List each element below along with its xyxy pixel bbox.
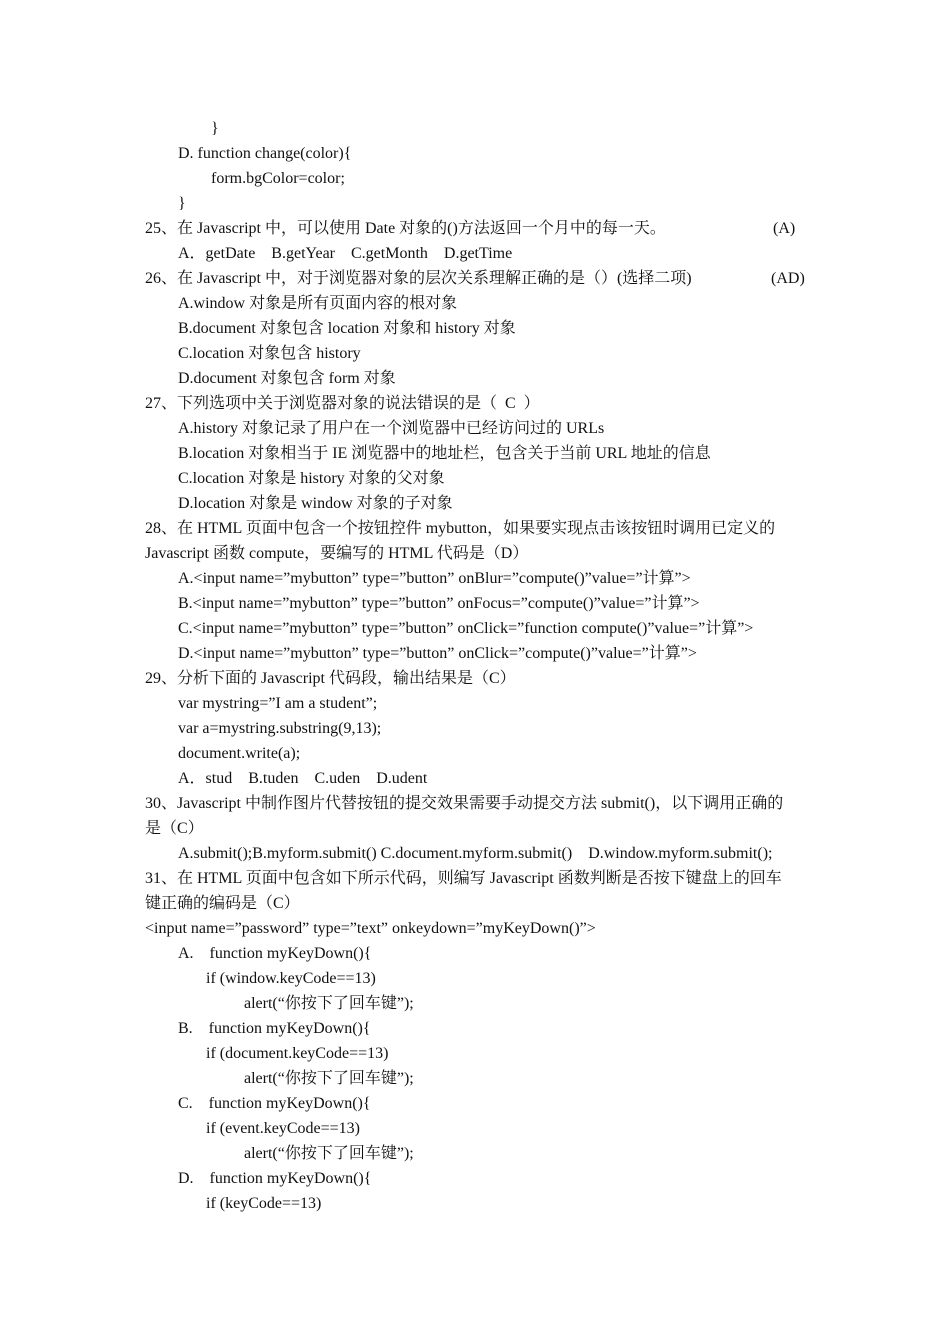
option-line: D.location 对象是 window 对象的子对象 bbox=[178, 495, 453, 512]
options-30: A.submit();B.myform.submit() C.document.myform.submit() D.window.myform.submit(); bbox=[178, 845, 773, 862]
option-line: B. function myKeyDown(){ bbox=[178, 1020, 371, 1037]
code-line: if (event.keyCode==13) bbox=[206, 1120, 360, 1137]
option-line: B.location 对象相当于 IE 浏览器中的地址栏，包含关于当前 URL 地址的信息 bbox=[178, 445, 711, 462]
option-line: B.document 对象包含 location 对象和 history 对象 bbox=[178, 320, 516, 337]
answer-26: (AD) bbox=[771, 270, 805, 287]
answer-25: (A) bbox=[773, 220, 796, 237]
code-line: var a=mystring.substring(9,13); bbox=[178, 720, 382, 737]
code-line: if (window.keyCode==13) bbox=[206, 970, 376, 987]
code-line: alert(“你按下了回车键”); bbox=[244, 1070, 414, 1087]
question-30-cont: 是（C） bbox=[145, 820, 204, 837]
code-line: if (keyCode==13) bbox=[206, 1195, 322, 1212]
option-line: A.<input name=”mybutton” type=”button” onBlur=”compute()”value=”计算”> bbox=[178, 570, 691, 587]
question-28-cont: Javascript 函数 compute，要编写的 HTML 代码是（D） bbox=[145, 545, 529, 562]
code-line: } bbox=[211, 120, 219, 137]
option-line: A.window 对象是所有页面内容的根对象 bbox=[178, 295, 458, 312]
option-line: D. function change(color){ bbox=[178, 145, 352, 162]
question-29: 29、分析下面的 Javascript 代码段，输出结果是（C） bbox=[145, 670, 516, 687]
option-line: C.location 对象是 history 对象的父对象 bbox=[178, 470, 445, 487]
option-line: D.document 对象包含 form 对象 bbox=[178, 370, 396, 387]
options-29: A．stud B.tuden C.uden D.udent bbox=[178, 770, 428, 787]
options-25: A．getDate B.getYear C.getMonth D.getTime bbox=[178, 245, 513, 262]
question-30: 30、Javascript 中制作图片代替按钮的提交效果需要手动提交方法 submit()，以下调用正确的 bbox=[145, 795, 784, 812]
option-line: A. function myKeyDown(){ bbox=[178, 945, 372, 962]
option-line: B.<input name=”mybutton” type=”button” onFocus=”compute()”value=”计算”> bbox=[178, 595, 700, 612]
code-line: if (document.keyCode==13) bbox=[206, 1045, 389, 1062]
option-line: C.location 对象包含 history bbox=[178, 345, 361, 362]
question-28: 28、在 HTML 页面中包含一个按钮控件 mybutton，如果要实现点击该按钮时调用已定义的 bbox=[145, 520, 776, 537]
code-line: alert(“你按下了回车键”); bbox=[244, 995, 414, 1012]
code-line: alert(“你按下了回车键”); bbox=[244, 1145, 414, 1162]
code-line: <input name=”password” type=”text” onkeydown=”myKeyDown()”> bbox=[145, 920, 596, 937]
question-27: 27、下列选项中关于浏览器对象的说法错误的是（ C ） bbox=[145, 395, 540, 412]
code-line: } bbox=[178, 195, 186, 212]
option-line: D.<input name=”mybutton” type=”button” onClick=”compute()”value=”计算”> bbox=[178, 645, 697, 662]
question-31-cont: 键正确的编码是（C） bbox=[145, 895, 300, 912]
code-line: form.bgColor=color; bbox=[211, 170, 345, 187]
code-line: document.write(a); bbox=[178, 745, 301, 762]
option-line: C.<input name=”mybutton” type=”button” onClick=”function compute()”value=”计算”> bbox=[178, 620, 754, 637]
code-line: var mystring=”I am a student”; bbox=[178, 695, 378, 712]
option-line: A.history 对象记录了用户在一个浏览器中已经访问过的 URLs bbox=[178, 420, 605, 437]
question-25: 25、在 Javascript 中，可以使用 Date 对象的()方法返回一个月中的每一天。 bbox=[145, 220, 666, 237]
question-26: 26、在 Javascript 中，对于浏览器对象的层次关系理解正确的是（）(选择二项) bbox=[145, 270, 692, 287]
question-31: 31、在 HTML 页面中包含如下所示代码，则编写 Javascript 函数判断是否按下键盘上的回车 bbox=[145, 870, 782, 887]
option-line: C. function myKeyDown(){ bbox=[178, 1095, 371, 1112]
option-line: D. function myKeyDown(){ bbox=[178, 1170, 372, 1187]
